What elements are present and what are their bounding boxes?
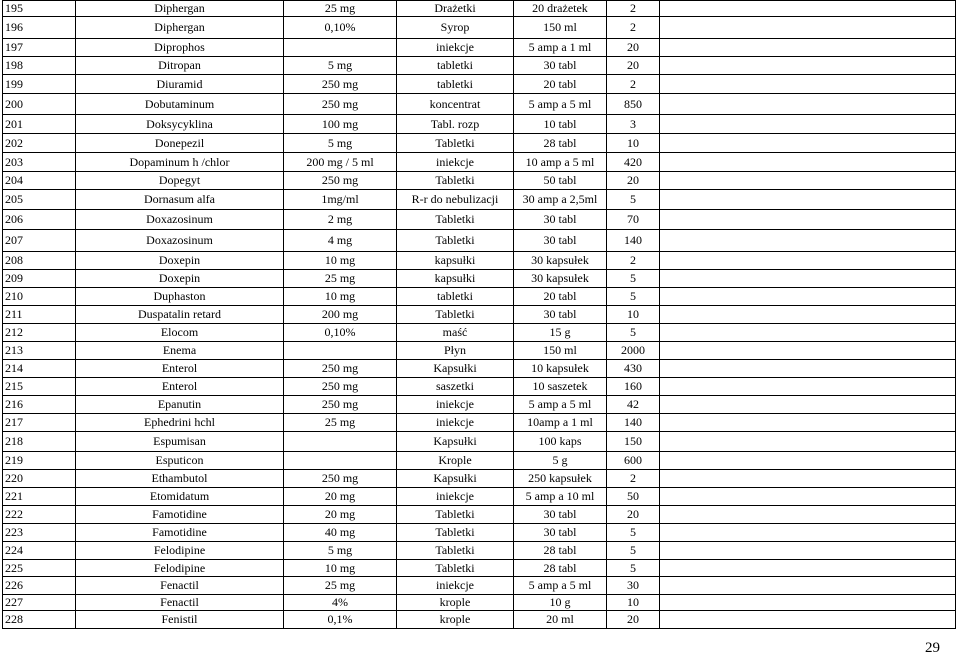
cell-qty: 5 (607, 324, 660, 342)
cell-name: Dornasum alfa (76, 190, 284, 210)
cell-blank (660, 432, 956, 452)
cell-form: tabletki (397, 57, 514, 75)
cell-pack: 150 ml (514, 17, 607, 39)
table-row (3, 470, 956, 488)
cell-pack: 30 tabl (514, 230, 607, 252)
cell-dose: 200 mg / 5 ml (284, 153, 397, 172)
cell-dose: 40 mg (284, 524, 397, 542)
cell-dose: 1mg/ml (284, 190, 397, 210)
cell-form: Tabletki (397, 560, 514, 577)
cell-name: Fenactil (76, 577, 284, 595)
cell-blank (660, 324, 956, 342)
table-row (3, 611, 956, 629)
cell-name: Diphergan (76, 17, 284, 39)
cell-qty: 140 (607, 230, 660, 252)
cell-pack: 50 tabl (514, 172, 607, 190)
table-row (3, 1, 956, 17)
cell-name: Espumisan (76, 432, 284, 452)
cell-form: koncentrat (397, 94, 514, 115)
cell-dose: 10 mg (284, 288, 397, 306)
cell-blank (660, 94, 956, 115)
table-row (3, 432, 956, 452)
cell-name: Ephedrini hchl (76, 414, 284, 432)
table-row (3, 75, 956, 94)
table-row (3, 230, 956, 252)
cell-pack: 250 kapsułek (514, 470, 607, 488)
cell-qty: 2 (607, 75, 660, 94)
cell-name: Etomidatum (76, 488, 284, 506)
table-row (3, 414, 956, 432)
cell-blank (660, 470, 956, 488)
cell-no: 203 (3, 153, 76, 172)
table-row (3, 360, 956, 378)
table-row (3, 94, 956, 115)
cell-blank (660, 611, 956, 629)
cell-name: Dobutaminum (76, 94, 284, 115)
cell-form: saszetki (397, 378, 514, 396)
cell-pack: 28 tabl (514, 560, 607, 577)
cell-qty: 10 (607, 134, 660, 153)
cell-form: Kapsułki (397, 432, 514, 452)
cell-form: iniekcje (397, 577, 514, 595)
cell-pack: 20 tabl (514, 75, 607, 94)
cell-pack: 5 amp a 10 ml (514, 488, 607, 506)
cell-qty: 2 (607, 252, 660, 270)
cell-dose: 250 mg (284, 470, 397, 488)
cell-no: 198 (3, 57, 76, 75)
cell-form: krople (397, 595, 514, 611)
cell-name: Donepezil (76, 134, 284, 153)
cell-dose (284, 39, 397, 57)
cell-dose: 0,1% (284, 611, 397, 629)
cell-no: 213 (3, 342, 76, 360)
cell-name: Dopaminum h /chlor (76, 153, 284, 172)
table-row (3, 172, 956, 190)
cell-pack: 30 amp a 2,5ml (514, 190, 607, 210)
cell-no: 227 (3, 595, 76, 611)
cell-pack: 10 tabl (514, 115, 607, 134)
cell-no: 226 (3, 577, 76, 595)
cell-dose (284, 452, 397, 470)
cell-dose: 10 mg (284, 252, 397, 270)
cell-blank (660, 595, 956, 611)
cell-name: Doxazosinum (76, 210, 284, 230)
cell-dose: 0,10% (284, 324, 397, 342)
cell-no: 216 (3, 396, 76, 414)
cell-blank (660, 577, 956, 595)
cell-qty: 5 (607, 190, 660, 210)
cell-dose: 25 mg (284, 1, 397, 17)
cell-qty: 5 (607, 542, 660, 560)
cell-name: Enema (76, 342, 284, 360)
table-row (3, 134, 956, 153)
cell-blank (660, 506, 956, 524)
cell-blank (660, 288, 956, 306)
cell-no: 195 (3, 1, 76, 17)
cell-blank (660, 75, 956, 94)
cell-blank (660, 134, 956, 153)
cell-form: Tabletki (397, 134, 514, 153)
table-row (3, 252, 956, 270)
cell-qty: 2 (607, 17, 660, 39)
cell-blank (660, 57, 956, 75)
cell-no: 208 (3, 252, 76, 270)
cell-qty: 430 (607, 360, 660, 378)
cell-blank (660, 342, 956, 360)
cell-name: Doksycyklina (76, 115, 284, 134)
cell-form: tabletki (397, 75, 514, 94)
cell-blank (660, 210, 956, 230)
cell-qty: 150 (607, 432, 660, 452)
cell-qty: 20 (607, 172, 660, 190)
cell-pack: 5 amp a 5 ml (514, 577, 607, 595)
cell-qty: 140 (607, 414, 660, 432)
drug-table (2, 0, 956, 629)
cell-pack: 20 ml (514, 611, 607, 629)
cell-pack: 10 amp a 5 ml (514, 153, 607, 172)
cell-qty: 5 (607, 524, 660, 542)
cell-qty: 850 (607, 94, 660, 115)
cell-form: Płyn (397, 342, 514, 360)
cell-name: Felodipine (76, 560, 284, 577)
cell-form: Tabletki (397, 172, 514, 190)
cell-dose: 250 mg (284, 172, 397, 190)
cell-no: 202 (3, 134, 76, 153)
cell-dose (284, 432, 397, 452)
cell-qty: 20 (607, 39, 660, 57)
cell-no: 210 (3, 288, 76, 306)
cell-no: 212 (3, 324, 76, 342)
table-row (3, 560, 956, 577)
cell-no: 217 (3, 414, 76, 432)
cell-name: Esputicon (76, 452, 284, 470)
cell-dose: 5 mg (284, 134, 397, 153)
cell-name: Fenistil (76, 611, 284, 629)
cell-qty: 600 (607, 452, 660, 470)
cell-pack: 10 kapsułek (514, 360, 607, 378)
cell-no: 209 (3, 270, 76, 288)
cell-dose: 25 mg (284, 414, 397, 432)
cell-name: Famotidine (76, 506, 284, 524)
cell-qty: 10 (607, 306, 660, 324)
cell-dose: 200 mg (284, 306, 397, 324)
cell-dose: 250 mg (284, 75, 397, 94)
table-row (3, 57, 956, 75)
cell-dose: 20 mg (284, 488, 397, 506)
cell-dose: 4 mg (284, 230, 397, 252)
cell-pack: 100 kaps (514, 432, 607, 452)
cell-qty: 5 (607, 270, 660, 288)
cell-name: Epanutin (76, 396, 284, 414)
cell-no: 222 (3, 506, 76, 524)
cell-name: Diuramid (76, 75, 284, 94)
cell-no: 220 (3, 470, 76, 488)
cell-name: Fenactil (76, 595, 284, 611)
table-row (3, 396, 956, 414)
cell-qty: 5 (607, 288, 660, 306)
cell-blank (660, 153, 956, 172)
cell-dose: 250 mg (284, 94, 397, 115)
cell-pack: 20 tabl (514, 288, 607, 306)
cell-blank (660, 306, 956, 324)
cell-name: Enterol (76, 360, 284, 378)
cell-form: iniekcje (397, 153, 514, 172)
cell-name: Enterol (76, 378, 284, 396)
cell-name: Ethambutol (76, 470, 284, 488)
cell-qty: 10 (607, 595, 660, 611)
cell-form: iniekcje (397, 414, 514, 432)
cell-qty: 50 (607, 488, 660, 506)
cell-blank (660, 360, 956, 378)
cell-no: 196 (3, 17, 76, 39)
cell-qty: 42 (607, 396, 660, 414)
cell-name: Dopegyt (76, 172, 284, 190)
cell-name: Duspatalin retard (76, 306, 284, 324)
table-row (3, 524, 956, 542)
cell-dose: 2 mg (284, 210, 397, 230)
cell-name: Felodipine (76, 542, 284, 560)
cell-dose: 5 mg (284, 57, 397, 75)
cell-name: Famotidine (76, 524, 284, 542)
cell-form: Drażetki (397, 1, 514, 17)
table-row (3, 17, 956, 39)
cell-dose: 20 mg (284, 506, 397, 524)
table-row (3, 452, 956, 470)
cell-pack: 150 ml (514, 342, 607, 360)
cell-name: Diphergan (76, 1, 284, 17)
cell-blank (660, 252, 956, 270)
cell-blank (660, 39, 956, 57)
table-row (3, 210, 956, 230)
cell-dose: 250 mg (284, 360, 397, 378)
cell-blank (660, 270, 956, 288)
cell-no: 201 (3, 115, 76, 134)
cell-pack: 30 tabl (514, 306, 607, 324)
cell-form: iniekcje (397, 488, 514, 506)
cell-dose (284, 342, 397, 360)
cell-dose: 4% (284, 595, 397, 611)
cell-blank (660, 414, 956, 432)
cell-dose: 100 mg (284, 115, 397, 134)
cell-blank (660, 1, 956, 17)
cell-dose: 25 mg (284, 577, 397, 595)
cell-pack: 30 tabl (514, 210, 607, 230)
cell-pack: 28 tabl (514, 542, 607, 560)
cell-pack: 5 amp a 5 ml (514, 396, 607, 414)
cell-dose: 250 mg (284, 396, 397, 414)
cell-no: 223 (3, 524, 76, 542)
cell-no: 225 (3, 560, 76, 577)
cell-form: Kapsułki (397, 470, 514, 488)
cell-dose: 5 mg (284, 542, 397, 560)
cell-form: Tabletki (397, 306, 514, 324)
cell-dose: 25 mg (284, 270, 397, 288)
cell-name: Diprophos (76, 39, 284, 57)
cell-name: Duphaston (76, 288, 284, 306)
cell-no: 215 (3, 378, 76, 396)
cell-name: Elocom (76, 324, 284, 342)
cell-name: Doxepin (76, 270, 284, 288)
cell-blank (660, 452, 956, 470)
cell-no: 200 (3, 94, 76, 115)
table-row (3, 288, 956, 306)
cell-form: Syrop (397, 17, 514, 39)
cell-no: 211 (3, 306, 76, 324)
cell-name: Doxepin (76, 252, 284, 270)
cell-pack: 20 drażetek (514, 1, 607, 17)
cell-form: R-r do nebulizacji (397, 190, 514, 210)
table-row (3, 270, 956, 288)
cell-form: kapsułki (397, 252, 514, 270)
cell-pack: 15 g (514, 324, 607, 342)
cell-qty: 2 (607, 1, 660, 17)
cell-no: 224 (3, 542, 76, 560)
cell-dose: 10 mg (284, 560, 397, 577)
cell-pack: 30 tabl (514, 506, 607, 524)
cell-blank (660, 396, 956, 414)
cell-form: iniekcje (397, 396, 514, 414)
cell-name: Doxazosinum (76, 230, 284, 252)
table-row (3, 342, 956, 360)
table-row (3, 39, 956, 57)
cell-dose: 0,10% (284, 17, 397, 39)
cell-blank (660, 115, 956, 134)
cell-pack: 10 saszetek (514, 378, 607, 396)
table-row (3, 115, 956, 134)
table-row (3, 306, 956, 324)
cell-blank (660, 378, 956, 396)
cell-blank (660, 542, 956, 560)
cell-pack: 30 kapsułek (514, 270, 607, 288)
cell-no: 207 (3, 230, 76, 252)
cell-pack: 5 g (514, 452, 607, 470)
cell-form: Tabletki (397, 542, 514, 560)
cell-pack: 10amp a 1 ml (514, 414, 607, 432)
cell-qty: 30 (607, 577, 660, 595)
cell-no: 205 (3, 190, 76, 210)
table-row (3, 190, 956, 210)
cell-form: Tabletki (397, 210, 514, 230)
table-row (3, 595, 956, 611)
cell-blank (660, 560, 956, 577)
cell-no: 218 (3, 432, 76, 452)
cell-blank (660, 17, 956, 39)
cell-form: Tabl. rozp (397, 115, 514, 134)
cell-no: 197 (3, 39, 76, 57)
cell-blank (660, 230, 956, 252)
table-row (3, 488, 956, 506)
cell-pack: 10 g (514, 595, 607, 611)
cell-blank (660, 190, 956, 210)
cell-qty: 20 (607, 611, 660, 629)
table-row (3, 153, 956, 172)
cell-blank (660, 172, 956, 190)
page-number: 29 (925, 640, 940, 656)
cell-no: 219 (3, 452, 76, 470)
cell-qty: 3 (607, 115, 660, 134)
cell-form: Tabletki (397, 506, 514, 524)
cell-no: 204 (3, 172, 76, 190)
cell-qty: 20 (607, 506, 660, 524)
cell-form: Tabletki (397, 230, 514, 252)
cell-qty: 2 (607, 470, 660, 488)
cell-qty: 420 (607, 153, 660, 172)
cell-qty: 5 (607, 560, 660, 577)
table-row (3, 378, 956, 396)
cell-qty: 2000 (607, 342, 660, 360)
cell-no: 214 (3, 360, 76, 378)
table-row (3, 577, 956, 595)
cell-no: 206 (3, 210, 76, 230)
cell-qty: 70 (607, 210, 660, 230)
cell-form: iniekcje (397, 39, 514, 57)
cell-no: 221 (3, 488, 76, 506)
drug-table-body (3, 1, 956, 629)
cell-form: kapsułki (397, 270, 514, 288)
cell-form: Krople (397, 452, 514, 470)
table-row (3, 506, 956, 524)
cell-qty: 20 (607, 57, 660, 75)
cell-blank (660, 488, 956, 506)
cell-form: Kapsułki (397, 360, 514, 378)
table-row (3, 324, 956, 342)
cell-pack: 5 amp a 1 ml (514, 39, 607, 57)
cell-name: Ditropan (76, 57, 284, 75)
cell-no: 199 (3, 75, 76, 94)
cell-pack: 28 tabl (514, 134, 607, 153)
cell-dose: 250 mg (284, 378, 397, 396)
cell-form: krople (397, 611, 514, 629)
cell-pack: 30 kapsułek (514, 252, 607, 270)
cell-pack: 30 tabl (514, 57, 607, 75)
table-row (3, 542, 956, 560)
cell-form: maść (397, 324, 514, 342)
cell-form: Tabletki (397, 524, 514, 542)
cell-form: tabletki (397, 288, 514, 306)
cell-qty: 160 (607, 378, 660, 396)
cell-pack: 5 amp a 5 ml (514, 94, 607, 115)
cell-blank (660, 524, 956, 542)
cell-pack: 30 tabl (514, 524, 607, 542)
cell-no: 228 (3, 611, 76, 629)
